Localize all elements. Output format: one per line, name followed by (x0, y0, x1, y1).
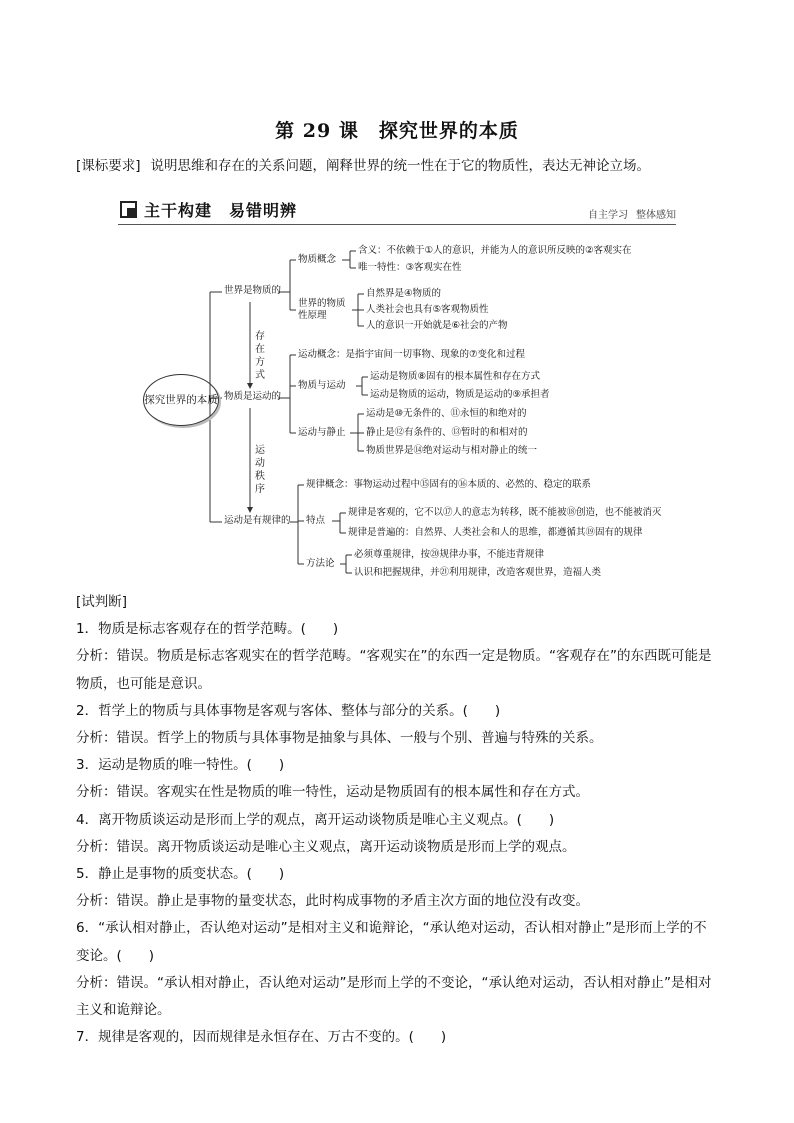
section-header (118, 198, 676, 225)
question-5: 5．静止是事物的质变状态。( ) (76, 866, 285, 883)
analysis-3: 分析：错误。客观实在性是物质的唯一特性，运动是物质固有的根本属性和存在方式。 (76, 784, 589, 801)
branch-world-material: 世界是物质的 (224, 285, 282, 296)
requirement-label: [课标要求] (76, 158, 141, 174)
section-tag-1: 自主学习 (588, 210, 628, 221)
node-methodology: 方法论 (306, 558, 335, 569)
question-4: 4．离开物质谈运动是形而上学的观点，离开运动谈物质是唯心主义观点。( ) (76, 811, 555, 828)
node-law-concept: 规律概念：事物运动过程中⑮固有的⑯本质的、必然的、稳定的联系 (306, 479, 592, 490)
section-tag-2: 整体感知 (636, 210, 676, 221)
leaf-1: 含义：不依赖于①人的意识，并能为人的意识所反映的②客观实在 (358, 245, 632, 256)
leaf-11: 规律是客观的，它不以⑰人的意志为转移，既不能被⑱创造，也不能被消灭 (348, 507, 662, 518)
node-features: 特点 (306, 515, 326, 526)
question-6: 6．“承认相对静止，否认绝对运动”是相对主义和诡辩论，“承认绝对运动，否认相对静止”是形而上学的不变论。( ) (76, 920, 707, 964)
leaf-9: 静止是⑫有条件的、⑬暂时的和相对的 (366, 427, 528, 438)
node-motion-and-rest: 运动与静止 (298, 427, 346, 438)
question-3: 3．运动是物质的唯一特性。( ) (76, 757, 285, 774)
node-matter-and-motion: 物质与运动 (298, 380, 346, 391)
question-1: 1．物质是标志客观存在的哲学范畴。( ) (76, 621, 339, 638)
leaf-4: 人类社会也具有⑤客观物质性 (366, 304, 489, 315)
page-title: 第 29 课 探究世界的本质 (275, 120, 519, 142)
section-square-icon (120, 201, 137, 218)
leaf-3: 自然界是④物质的 (366, 288, 442, 299)
branch-motion-law: 运动是有规律的 (224, 515, 291, 526)
leaf-8: 运动是⑩无条件的、⑪永恒的和绝对的 (366, 408, 527, 419)
analysis-2: 分析：错误。哲学上的物质与具体事物是抽象与具体、一般与个别、普遍与特殊的关系。 (76, 730, 603, 747)
section-tags (580, 206, 676, 221)
leaf-7: 运动是物质的运动，物质是运动的⑨承担者 (370, 389, 550, 400)
link-motion-order: 运动秩序 (255, 445, 265, 495)
leaf-12: 规律是普遍的：自然界、人类社会和人的思维，都遵循其⑲固有的规律 (348, 527, 643, 538)
analysis-6: 分析：错误。“承认相对静止，否认绝对运动”是形而上学的不变论，“承认绝对运动，否认相对静止”是相对主义和诡辩论。 (76, 974, 712, 1019)
question-7: 7．规律是客观的，因而规律是永恒存在、万古不变的。( ) (76, 1029, 447, 1046)
analysis-1: 分析：错误。物质是标志客观实在的哲学范畴。“客观实在”的东西一定是物质。“客观存在”的东西既可能是物质，也可能是意识。 (76, 648, 712, 692)
curriculum-requirement (76, 154, 650, 174)
concept-map (140, 238, 680, 583)
analysis-4: 分析：错误。离开物质谈运动是唯心主义观点，离开运动谈物质是形而上学的观点。 (76, 838, 576, 855)
leaf-5: 人的意识一开始就是⑥社会的产物 (366, 320, 508, 331)
leaf-13: 必须尊重规律，按⑳规律办事，不能违背规律 (354, 549, 545, 560)
question-2: 2．哲学上的物质与具体事物是客观与客体、整体与部分的关系。( ) (76, 702, 501, 719)
link-existence-mode: 存在方式 (255, 331, 265, 381)
practice-section (76, 589, 720, 1051)
root-node: 探究世界的本质 (143, 374, 219, 426)
node-matter-concept: 物质概念 (298, 254, 337, 265)
analysis-5: 分析：错误。静止是事物的量变状态，此时构成事物的矛盾主次方面的地位没有改变。 (76, 893, 589, 910)
requirement-text: 说明思维和存在的关系问题，阐释世界的统一性在于它的物质性，表达无神论立场。 (150, 158, 651, 174)
node-motion-concept: 运动概念：是指宇宙间一切事物、现象的⑦变化和过程 (298, 349, 526, 360)
leaf-10: 物质世界是⑭绝对运动与相对静止的统一 (366, 445, 538, 456)
practice-label: [试判断] (76, 594, 128, 610)
branch-matter-motion: 物质是运动的 (224, 391, 282, 402)
leaf-6: 运动是物质⑧固有的根本属性和存在方式 (370, 371, 541, 382)
leaf-14: 认识和把握规律，并㉑利用规律，改造客观世界，造福人类 (354, 567, 602, 578)
leaf-2: 唯一特性：③客观实在性 (358, 262, 462, 273)
section-heading: 主干构建 易错明辨 (144, 201, 298, 220)
node-materiality-principle: 世界的物质性原理 (298, 298, 346, 321)
